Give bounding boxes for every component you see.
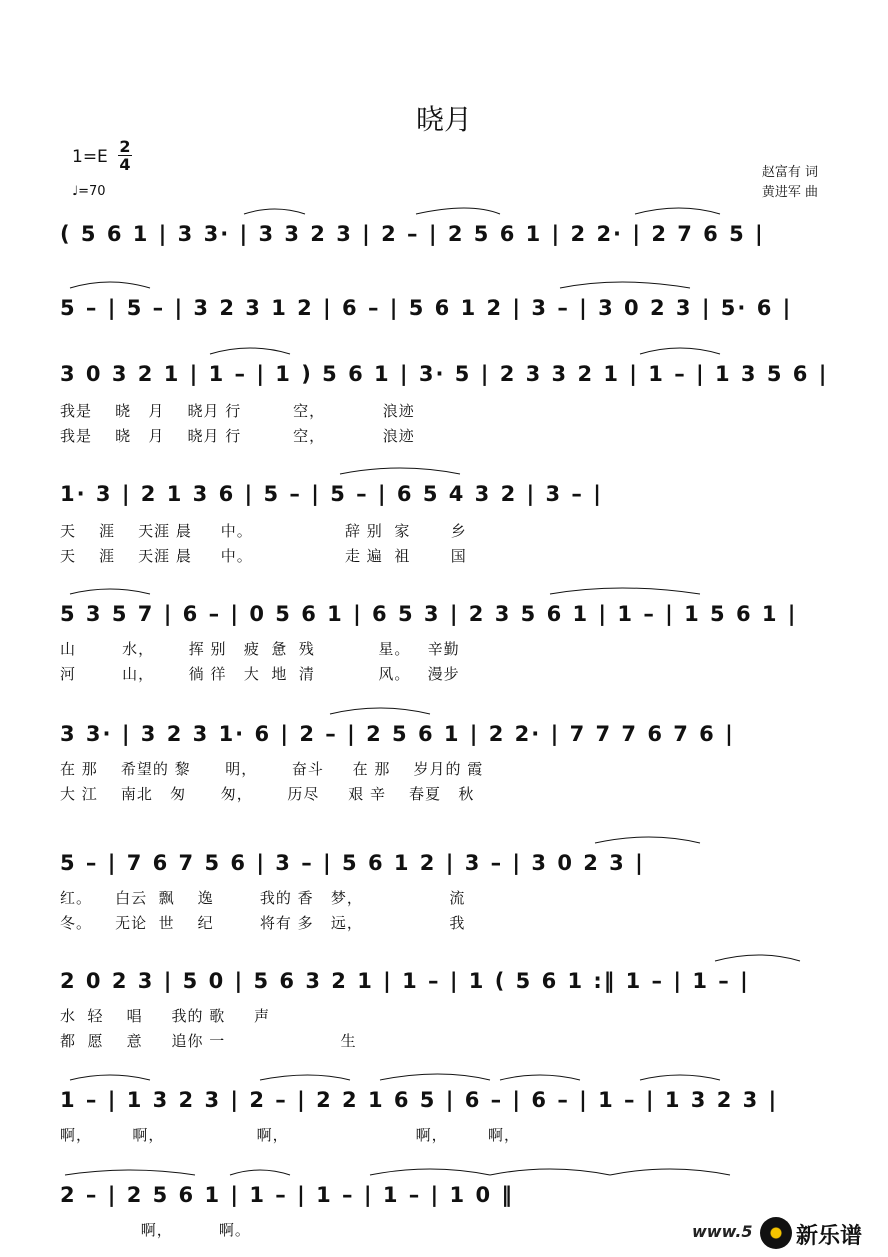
lyricist: 赵富有 词 [761,165,818,180]
time-sig-bottom: 4 [119,155,131,174]
lyrics-verse-1: 啊， 啊， 啊， 啊， 啊， [60,1126,520,1144]
score-row [60,969,830,1049]
time-signature [118,138,132,173]
lyrics-verse-1: 天 涯 天涯 晨 中。 辞 别 家 乡 [60,522,467,540]
score-row [60,722,830,802]
disc-icon [760,1217,792,1249]
score-row [60,851,830,931]
notes: 2 – | 2 5 6 1 | 1 – | 1 – | 1 – | 1 0 ‖ [60,1183,514,1207]
lyrics-verse-1: 山 水， 挥 别 疲 惫 残 星。 辛勤 [60,640,460,658]
notes: ( 5 6 1 | 3 3· | 3 3 2 3 | 2 – | 2 5 6 1 | 2 2· | 2 7 6 5 | [60,222,765,246]
quarter-note-icon: ♩ [72,184,79,199]
notes: 1· 3 | 2 1 3 6 | 5 – | 5 – | 6 5 4 3 2 | 3 – | [60,482,603,506]
logo-text: 新乐谱 [796,1224,863,1249]
lyrics-verse-2: 河 山， 徜 徉 大 地 清 风。 漫步 [60,665,460,683]
lyrics-verse-2: 大 江 南北 匆 匆， 历尽 艰 辛 春夏 秋 [60,785,475,803]
notes: 2 0 2 3 | 5 0 | 5 6 3 2 1 | 1 – | 1 ( 5 6 1 :‖ 1 – | 1 – | [60,969,750,993]
lyrics-verse-2: 我是 晓 月 晓月 行 空， 浪迹 [60,427,415,445]
credits [762,163,818,203]
notes: 3 0 3 2 1 | 1 – | 1 ) 5 6 1 | 3· 5 | 2 3 3 2 1 | 1 – | 1 3 5 6 | [60,362,829,386]
lyrics-verse-2: 冬。 无论 世 纪 将有 多 远， 我 [60,914,466,932]
time-sig-top: 2 [119,137,131,156]
song-title: 晓月 [415,103,472,136]
tempo-value: =70 [78,184,106,199]
score-row [60,296,830,336]
key-signature: 1=E [72,147,108,167]
lyrics-verse-2: 天 涯 天涯 晨 中。 走 遍 祖 国 [60,547,467,565]
notes: 3 3· | 3 2 3 1· 6 | 2 – | 2 5 6 1 | 2 2· | 7 7 7 6 7 6 | [60,722,735,746]
lyrics-verse-1: 红。 白云 飘 逸 我的 香 梦， 流 [60,889,466,907]
score-row [60,362,830,445]
lyrics-verse-2: 都 愿 意 追你 一 生 [60,1032,357,1050]
notes: 5 – | 7 6 7 5 6 | 3 – | 5 6 1 2 | 3 – | 3 0 2 3 | [60,851,645,875]
score-row [60,602,830,682]
score-row [60,482,830,565]
notes: 1 – | 1 3 2 3 | 2 – | 2 2 1 6 5 | 6 – | 6 – | 1 – | 1 3 2 3 | [60,1088,779,1112]
watermark: www.5 [692,1222,753,1241]
score-row [60,222,830,262]
tempo-marking [72,184,106,199]
site-logo[interactable] [760,1215,880,1251]
composer: 黄进军 曲 [761,185,818,200]
lyrics-verse-1: 在 那 希望的 黎 明， 奋斗 在 那 岁月的 霞 [60,760,484,778]
score-row [60,1088,830,1148]
lyrics-verse-1: 水 轻 唱 我的 歌 声 [60,1007,271,1025]
notes: 5 3 5 7 | 6 – | 0 5 6 1 | 6 5 3 | 2 3 5 6 1 | 1 – | 1 5 6 1 | [60,602,798,626]
notes: 5 – | 5 – | 3 2 3 1 2 | 6 – | 5 6 1 2 | 3 – | 3 0 2 3 | 5· 6 | [60,296,793,320]
lyrics-verse-1: 啊， 啊。 [60,1221,251,1239]
lyrics-verse-1: 我是 晓 月 晓月 行 空， 浪迹 [60,402,415,420]
